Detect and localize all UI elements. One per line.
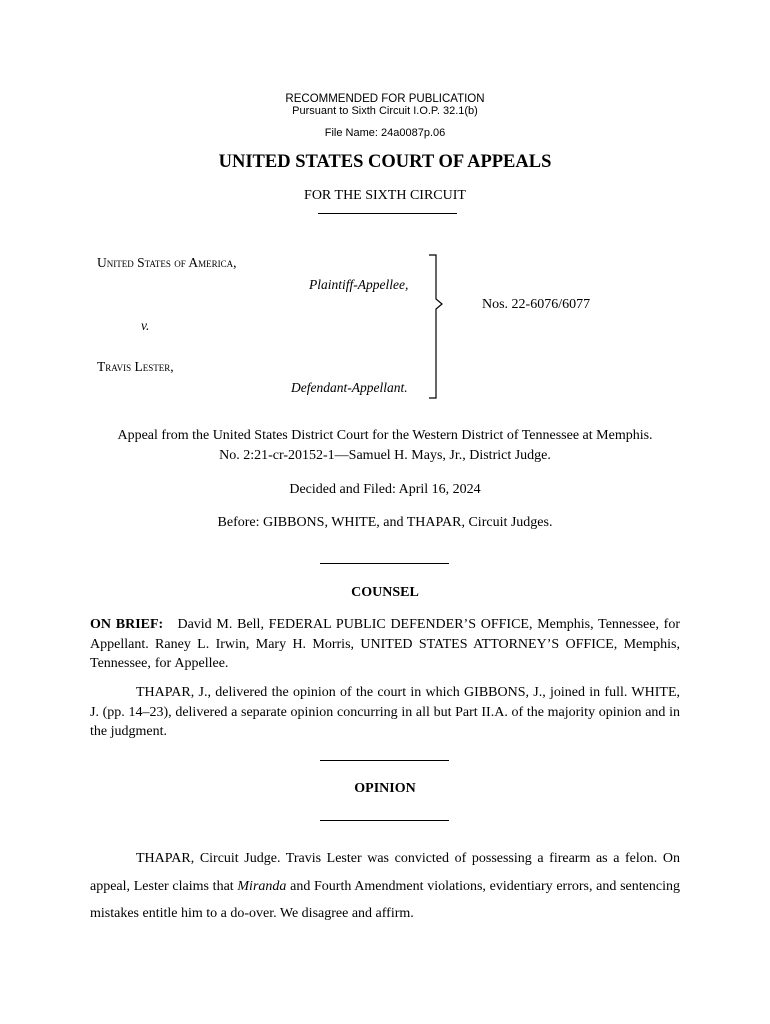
miranda-citation: Miranda bbox=[237, 878, 287, 894]
circuit-name: FOR THE SIXTH CIRCUIT bbox=[304, 188, 466, 203]
panel-judges: Before: GIBBONS, WHITE, and THAPAR, Circuit Judges. bbox=[217, 515, 553, 530]
opinion-text-start: THAPAR, Circuit Judge. Travis Lester was convicted of possessing a firearm as a felon. On appeal, Lester claims that bbox=[90, 851, 680, 894]
counsel-paragraph bbox=[90, 615, 680, 674]
appeal-origin: Appeal from the United States District Court for the Western District of Tennessee at Memphis. bbox=[117, 428, 653, 443]
defendant-name: Travis Lester, bbox=[97, 359, 174, 374]
opinion-rule-top bbox=[320, 760, 449, 761]
opinion-text-end: and Fourth Amendment violations, evidentiary errors, and sentencing mistakes entitle him to a do-over. We disagree and affirm. bbox=[90, 878, 680, 921]
court-title: UNITED STATES COURT OF APPEALS bbox=[218, 152, 552, 172]
case-numbers: Nos. 22-6076/6077 bbox=[482, 297, 591, 312]
counsel-text: David M. Bell, FEDERAL PUBLIC DEFENDER’S OFFICE, Memphis, Tennessee, for Appellant. Raney L. Irwin, Mary H. Morris, UNITED STATES ATTORNEY’S OFFICE, Memphis, Tennessee, for Appellee. bbox=[90, 617, 681, 671]
title-rule bbox=[318, 213, 457, 214]
pursuant-rule: Pursuant to Sixth Circuit I.O.P. 32.1(b) bbox=[292, 105, 478, 117]
opinion-rule-bottom bbox=[320, 820, 449, 821]
counsel-rule-top bbox=[320, 563, 449, 564]
plaintiff-role: Plaintiff-Appellee, bbox=[309, 277, 409, 292]
opinion-delivery: THAPAR, J., delivered the opinion of the court in which GIBBONS, J., joined in full. WHITE, J. (pp. 14–23), delivered a separate opinion concurring in all but Part II.A. of the majority opinion and in the judgment. bbox=[90, 685, 680, 739]
plaintiff-name: United States of America, bbox=[97, 255, 237, 270]
opinion-heading: OPINION bbox=[354, 781, 416, 796]
district-case: No. 2:21-cr-20152-1—Samuel H. Mays, Jr., District Judge. bbox=[219, 448, 551, 463]
on-brief-label: ON BRIEF: bbox=[90, 617, 164, 632]
file-name: File Name: 24a0087p.06 bbox=[324, 127, 446, 139]
caption-bracket bbox=[425, 252, 450, 402]
versus: v. bbox=[141, 318, 150, 333]
defendant-role: Defendant-Appellant. bbox=[291, 380, 408, 395]
counsel-heading: COUNSEL bbox=[351, 585, 419, 600]
opinion-paragraph bbox=[90, 845, 680, 928]
publication-notice: RECOMMENDED FOR PUBLICATION bbox=[285, 93, 485, 105]
decided-date: Decided and Filed: April 16, 2024 bbox=[289, 482, 481, 497]
